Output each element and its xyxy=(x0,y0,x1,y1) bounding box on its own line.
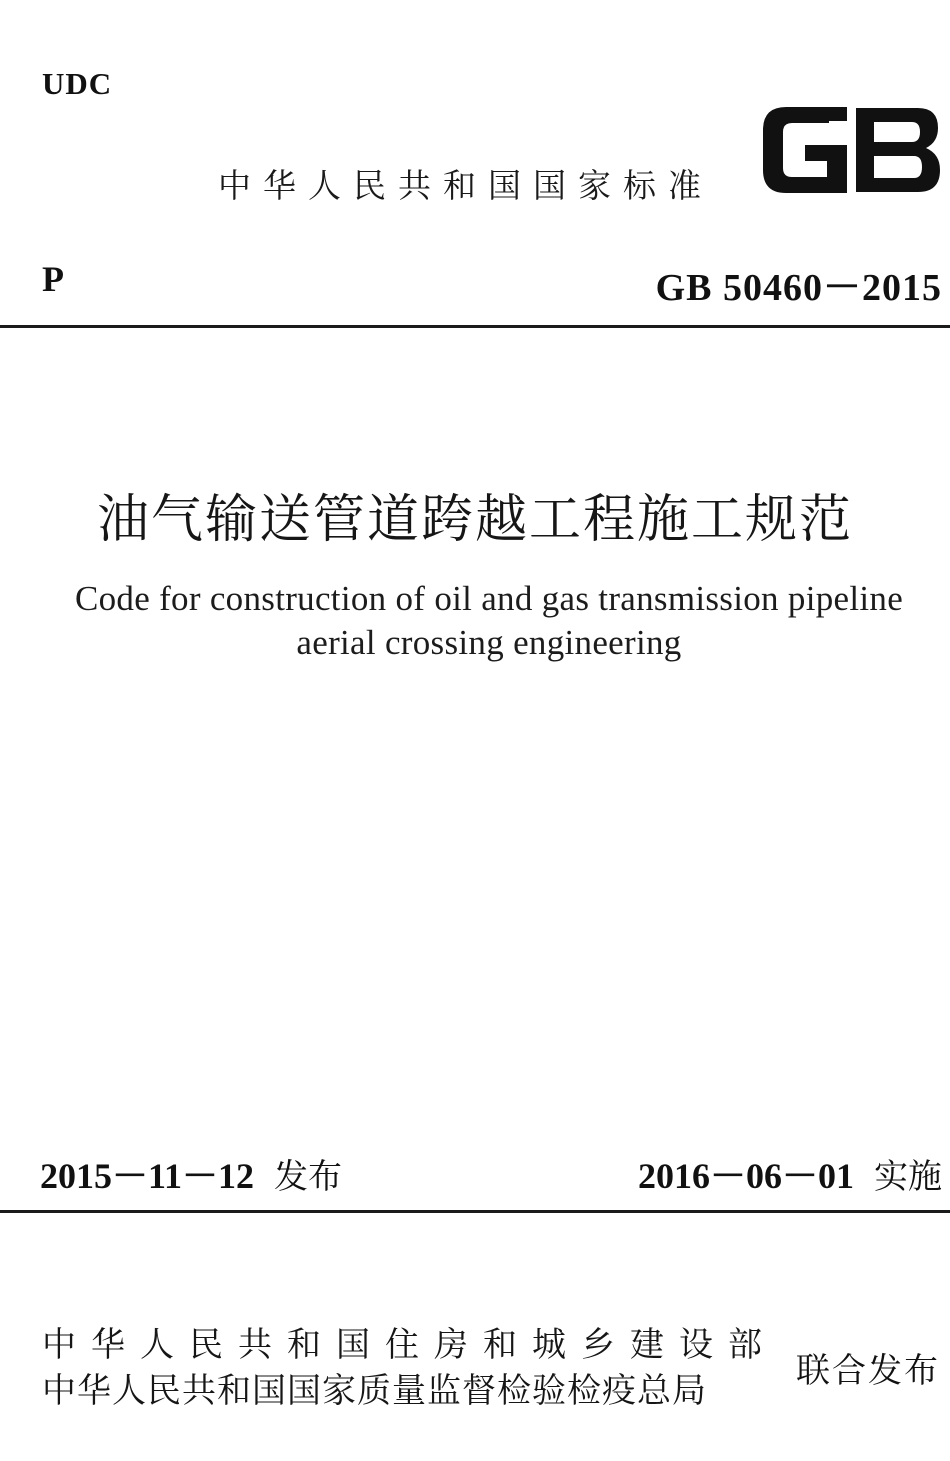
bottom-divider xyxy=(0,1210,950,1213)
issuer-quality-supervision: 中华人民共和国国家质量监督检验检疫总局 xyxy=(42,1371,707,1411)
issue-date: 2015－11－12 xyxy=(40,1156,255,1196)
title-english-line-1: Code for construction of oil and gas transmission pipeline xyxy=(74,579,904,618)
standard-number: GB 50460－2015 xyxy=(655,267,942,309)
title-chinese: 油气输送管道跨越工程施工规范 xyxy=(96,490,853,550)
implementation-label: 实施 xyxy=(874,1157,942,1197)
implementation-date: 2016－06－01 xyxy=(637,1156,854,1196)
classification-code: P xyxy=(42,259,64,299)
title-english xyxy=(0,577,950,665)
title-english-line-2: aerial crossing engineering xyxy=(296,623,682,662)
top-divider xyxy=(0,325,950,328)
issue-date-block xyxy=(40,1148,342,1199)
issuer-ministry-housing: 中华人民共和国住房和城乡建设部 xyxy=(42,1325,777,1365)
gb-logo-g xyxy=(764,108,846,192)
udc-label: UDC xyxy=(42,66,113,101)
issue-label: 发布 xyxy=(274,1157,343,1197)
gb-logo-b xyxy=(856,108,940,192)
implementation-date-block xyxy=(638,1148,942,1199)
issuing-authorities xyxy=(42,1322,777,1414)
national-standard-heading: 中华人民共和国国家标准 xyxy=(218,166,713,205)
gb-logo xyxy=(758,102,942,198)
joint-issue-label: 联合发布 xyxy=(796,1351,940,1391)
